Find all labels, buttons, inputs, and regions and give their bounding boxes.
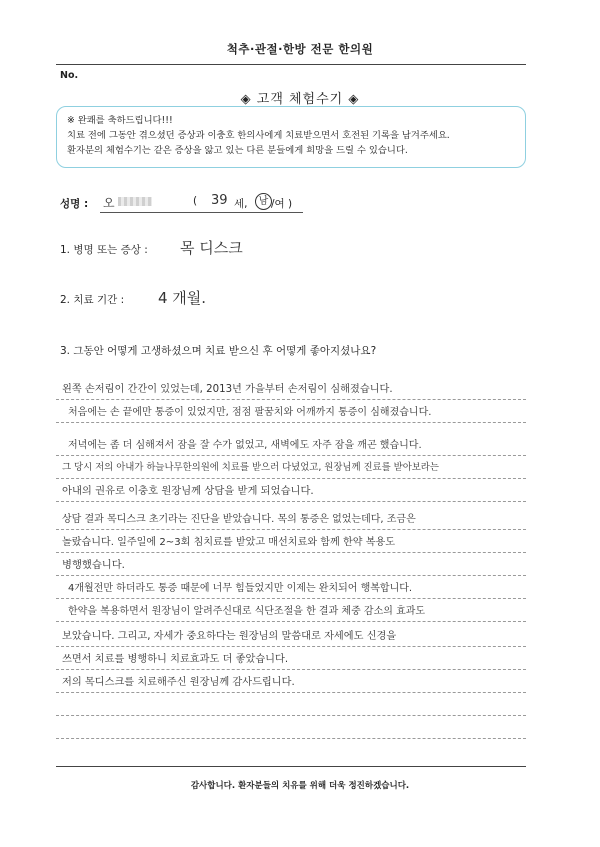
name-underline [100,212,200,213]
answer-line-5: 아내의 권유로 이충호 원장님께 상담을 받게 되었습니다. [62,485,314,497]
name-label: 성명 : [60,198,89,210]
age-value: 39 [211,193,228,208]
answer-line-12: 쓰면서 치료를 병행하니 치료효과도 더 좋았습니다. [62,654,289,665]
answer-line-1: 왼쪽 손저림이 간간이 있었는데, 2013년 가을부터 손저림이 심해졌습니다. [62,384,393,395]
answer-rule-5 [56,501,526,502]
header-divider [56,64,526,65]
answer-rule-2 [56,422,526,423]
age-open-paren: ( [193,195,198,207]
footer-divider [56,766,526,767]
answer-line-13: 저의 목디스크를 치료해주신 원장님께 감사드립니다. [62,677,295,688]
answer-line-2: 처음에는 손 끝에만 통증이 있었지만, 점점 팔꿈치와 어깨까지 통증이 심해졌습니다. [68,407,432,418]
notice-line-3: 환자분의 체험수기는 같은 증상을 앓고 있는 다른 분들에게 희망을 드릴 수 있습니다. [67,145,408,156]
answer-line-3: 저녁에는 좀 더 심해져서 잠을 잘 수가 없었고, 새벽에도 자주 잠을 깨곤 했습니다. [68,440,422,451]
question-2-answer: 4 개월. [158,289,207,307]
answer-rule-9 [56,598,526,599]
footer-message: 감사합니다. 환자분들의 치유를 위해 더욱 정진하겠습니다. [190,781,410,791]
answer-rule-8 [56,575,526,576]
notice-line-2: 치료 전에 그동안 겪으셨던 증상과 이충호 한의사에게 치료받으면서 호전된 기록을 남겨주세요. [67,130,450,141]
question-2-label: 2. 치료 기간 : [60,294,125,306]
answer-rule-7 [56,552,526,553]
answer-line-7: 놀랐습니다. 일주일에 2~3회 침치료를 받았고 매선치료와 함께 한약 복용도 [62,537,395,548]
name-value: 오 [103,196,115,210]
answer-rule-11 [56,646,526,647]
answer-line-11: 보았습니다. 그리고, 자세가 중요하다는 원장님의 말씀대로 자세에도 신경을 [62,631,397,642]
answer-rule-4 [56,478,526,479]
answer-rule-3 [56,455,526,456]
answer-rule-15 [56,738,526,739]
answer-rule-10 [56,621,526,622]
gender-female-label: /여 ) [271,198,293,210]
age-underline [188,212,303,213]
answer-rule-1 [56,399,526,400]
answer-rule-6 [56,529,526,530]
answer-rule-12 [56,669,526,670]
question-1-answer: 목 디스크 [180,239,243,257]
clinic-header-title: 척추·관절·한방 전문 한의원 [226,42,374,56]
name-redaction [118,197,152,206]
gender-male-circled: 남 [255,193,272,210]
document-number-label: No. [60,70,79,81]
answer-line-9: 4개월전만 하더라도 통증 때문에 너무 힘들었지만 이제는 완치되어 행복합니다. [68,583,413,594]
answer-line-8: 병행했습니다. [62,559,125,571]
form-title: ◈ 고객 체험수기 ◈ [240,92,360,107]
answer-line-4: 그 당시 저의 아내가 하늘나무한의원에 치료를 받으러 다녔었고, 원장님께 진료를 받아보라는 [62,462,439,473]
age-unit: 세, [234,198,248,210]
answer-rule-14 [56,715,526,716]
notice-line-1: ※ 완쾌를 축하드립니다!!! [67,115,173,126]
question-1-label: 1. 병명 또는 증상 : [60,244,148,256]
notice-box [56,106,526,168]
answer-line-6: 상담 결과 목디스크 초기라는 진단을 받았습니다. 목의 통증은 없었는데다, 조금은 [62,514,416,525]
answer-rule-13 [56,692,526,693]
question-3-label: 3. 그동안 어떻게 고생하셨으며 치료 받으신 후 어떻게 좋아지셨나요? [60,345,377,357]
answer-line-10: 한약을 복용하면서 원장님이 알려주신대로 식단조절을 한 결과 체중 감소의 효과도 [68,606,426,617]
